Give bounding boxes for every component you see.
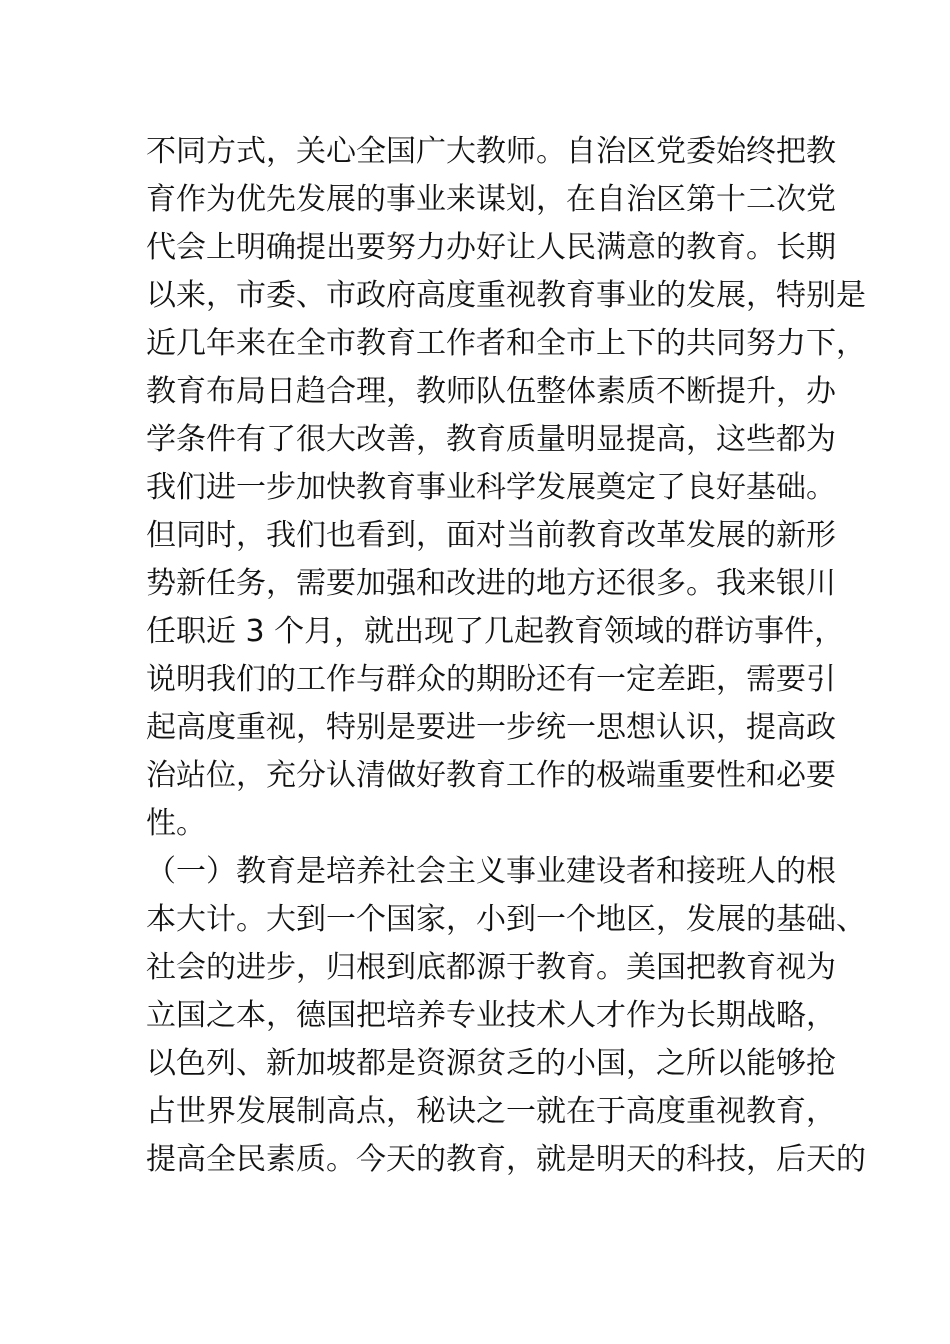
text-line: 提高全民素质。今天的教育，就是明天的科技，后天的 (146, 1142, 866, 1177)
text-line: 学条件有了很大改善，教育质量明显提高，这些都为 (146, 422, 836, 457)
text-line: 以色列、新加坡都是资源贫乏的小国，之所以能够抢 (146, 1046, 836, 1081)
text-line: 任职近 3 个月，就出现了几起教育领域的群访事件， (146, 614, 845, 649)
text-line: 立国之本，德国把培养专业技术人才作为长期战略， (146, 998, 836, 1033)
text-line: 占世界发展制高点，秘诀之一就在于高度重视教育， (146, 1094, 836, 1129)
text-line: 性。 (146, 806, 206, 841)
text-line: 教育布局日趋合理，教师队伍整体素质不断提升，办 (146, 374, 836, 409)
text-line: 治站位，充分认清做好教育工作的极端重要性和必要 (146, 758, 836, 793)
text-line: 势新任务，需要加强和改进的地方还很多。我来银川 (146, 566, 836, 601)
text-line: 说明我们的工作与群众的期盼还有一定差距，需要引 (146, 662, 836, 697)
text-line: 以来，市委、市政府高度重视教育事业的发展，特别是 (146, 278, 866, 313)
text-line: 但同时，我们也看到，面对当前教育改革发展的新形 (146, 518, 836, 553)
text-line: 育作为优先发展的事业来谋划，在自治区第十二次党 (146, 182, 836, 217)
text-line: 不同方式，关心全国广大教师。自治区党委始终把教 (146, 134, 836, 169)
text-line: 起高度重视，特别是要进一步统一思想认识，提高政 (146, 710, 836, 745)
body-text (146, 128, 866, 1184)
text-line: 本大计。大到一个国家，小到一个地区，发展的基础、 (146, 902, 866, 937)
text-line: 社会的进步，归根到底都源于教育。美国把教育视为 (146, 950, 836, 985)
text-line: 代会上明确提出要努力办好让人民满意的教育。长期 (146, 230, 836, 265)
section-heading-line: （一）教育是培养社会主义事业建设者和接班人的根 (146, 854, 836, 889)
text-line: 我们进一步加快教育事业科学发展奠定了良好基础。 (146, 470, 836, 505)
text-line: 近几年来在全市教育工作者和全市上下的共同努力下， (146, 326, 866, 361)
